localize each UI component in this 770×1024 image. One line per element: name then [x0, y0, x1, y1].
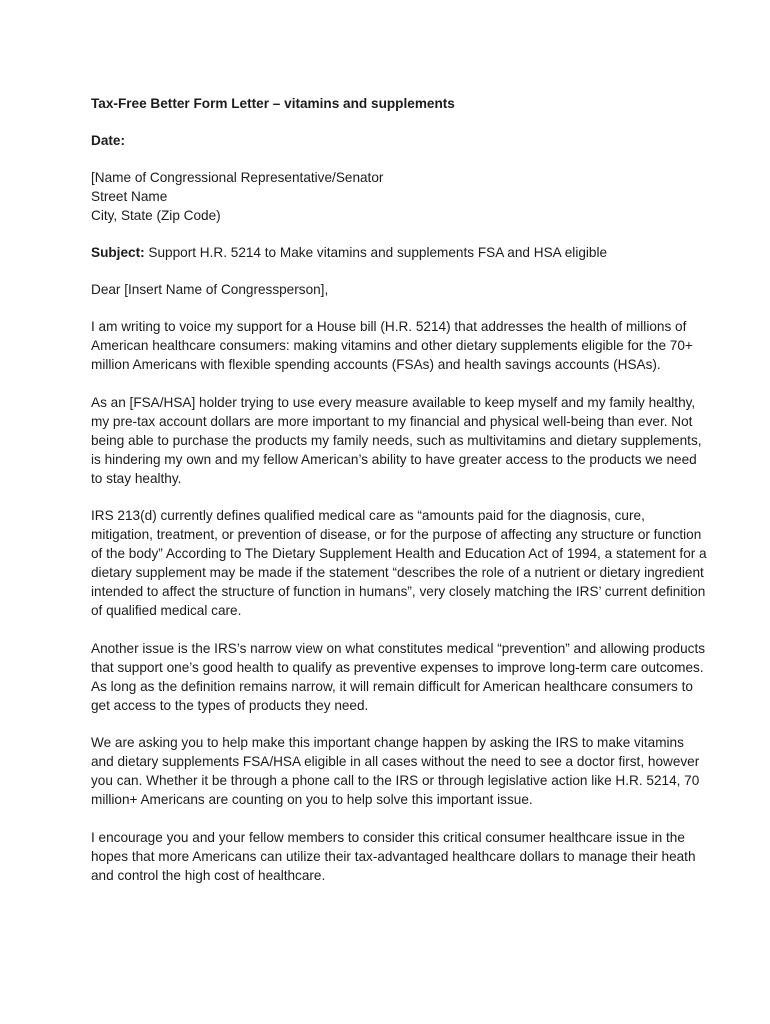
- salutation: Dear [Insert Name of Congressperson],: [91, 282, 329, 297]
- date-label: Date:: [91, 133, 125, 148]
- body-paragraph-3: IRS 213(d) currently defines qualified medical care as “amounts paid for the diagnosis, cure, mitigation, treatment, or prevention of disease, or for the purpose of affecting any structure or function of the body” According to The Dietary Supplement Health and Education Act of 1994, a statement for a dietary supplement may be made if the statement “describes the role of a nutrient or dietary ingredient intended to affect the structure of function in humans”, very closely matching the IRS’ current definition of qualified medical care.: [91, 508, 707, 618]
- subject-label: Subject:: [91, 245, 145, 260]
- recipient-address: [91, 168, 710, 225]
- subject-text: Support H.R. 5214 to Make vitamins and supplements FSA and HSA eligible: [144, 245, 608, 260]
- body-paragraph-2: As an [FSA/HSA] holder trying to use every measure available to keep myself and my family healthy, my pre-tax account dollars are more important to my financial and physical well-being than ever. Not being able to purchase the products my family needs, such as multivitamins and dietary supplements, is hindering my own and my fellow American’s ability to have greater access to the products we need to stay healthy.: [91, 394, 702, 486]
- body-paragraph-6: I encourage you and your fellow members to consider this critical consumer healthcare issue in the hopes that more Americans can utilize their tax-advantaged healthcare dollars to manage their heath and control the high cost of healthcare.: [91, 829, 696, 883]
- body-paragraph-1: I am writing to voice my support for a House bill (H.R. 5214) that addresses the health of millions of American healthcare consumers: making vitamins and other dietary supplements eligible for the 70+ million Americans with flexible spending accounts (FSAs) and health savings accounts (HSAs).: [91, 319, 693, 372]
- body-paragraph-5: We are asking you to help make this important change happen by asking the IRS to make vitamins and dietary supplements FSA/HSA eligible in all cases without the need to see a doctor first, however you can. Whether it be through a phone call to the IRS or through legislative action like H.R. 5214, 70 million+ Americans are counting on you to help solve this important issue.: [91, 735, 700, 807]
- date-line: [91, 131, 710, 150]
- address-line-street: Street Name: [91, 189, 168, 204]
- body-paragraph-4: Another issue is the IRS’s narrow view on what constitutes medical “prevention” and allowing products that support one’s good health to qualify as preventive expenses to improve long-term care outcomes. As long as the definition remains narrow, it will remain difficult for American healthcare consumers to get access to the types of products they need.: [91, 640, 706, 713]
- letter-title: Tax-Free Better Form Letter – vitamins and supplements: [91, 96, 455, 111]
- address-line-name: [Name of Congressional Representative/Senator: [91, 170, 384, 185]
- subject-line: [91, 243, 710, 262]
- address-line-city: City, State (Zip Code): [91, 208, 221, 223]
